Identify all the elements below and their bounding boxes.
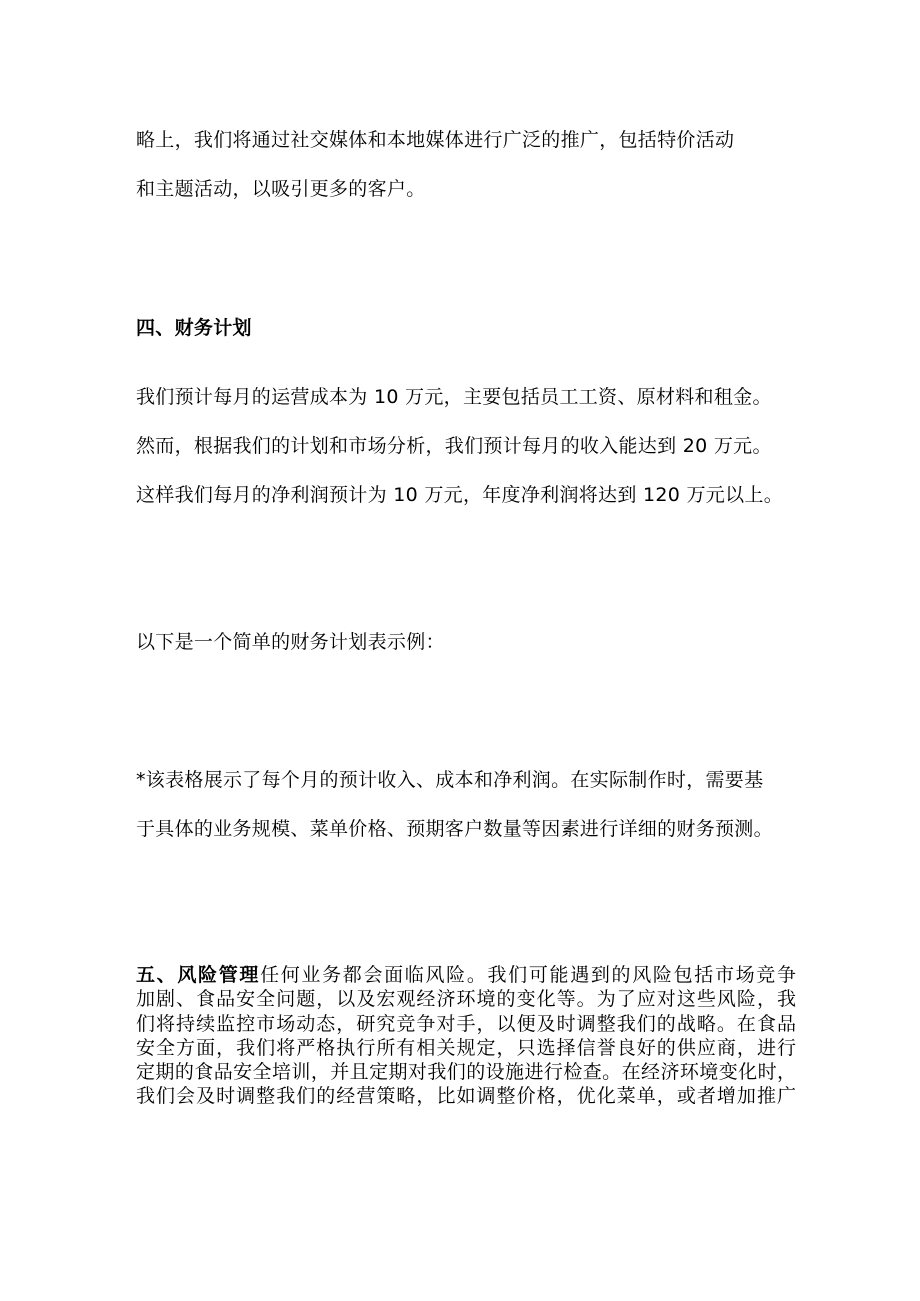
risk-line-4: 安全方面，我们将严格执行所有相关规定，只选择信誉良好的供应商，进行: [136, 1036, 796, 1059]
finance-line-2: 然而，根据我们的计划和市场分析，我们预计每月的收入能达到 20 万元。: [136, 435, 772, 457]
finance-heading: 四、财务计划: [136, 317, 252, 339]
risk-line-6: 我们会及时调整我们的经营策略，比如调整价格，优化菜单，或者增加推广: [136, 1085, 796, 1108]
table-intro: 以下是一个简单的财务计划表示例：: [136, 631, 445, 653]
table-note-line-2: 于具体的业务规模、菜单价格、预期客户数量等因素进行详细的财务预测。: [136, 818, 773, 840]
finance-line-1: 我们预计每月的运营成本为 10 万元，主要包括员工工资、原材料和租金。: [136, 386, 772, 408]
risk-line-5: 定期的食品安全培训，并且定期对我们的设施进行检查。在经济环境变化时，: [136, 1061, 796, 1084]
table-note-line-1: *该表格展示了每个月的预计收入、成本和净利润。在实际制作时，需要基: [136, 769, 764, 791]
risk-line-2: 加剧、食品安全问题，以及宏观经济环境的变化等。为了应对这些风险，我: [136, 988, 796, 1011]
marketing-line-2: 和主题活动，以吸引更多的客户。: [136, 178, 426, 200]
risk-heading: 五、风险管理: [136, 964, 261, 986]
risk-line-1-text: 任何业务都会面临风险。我们可能遇到的风险包括市场竞争: [260, 964, 796, 986]
finance-line-3: 这样我们每月的净利润预计为 10 万元，年度净利润将达到 120 万元以上。: [136, 484, 784, 506]
risk-line-3: 们将持续监控市场动态，研究竞争对手，以便及时调整我们的战略。在食品: [136, 1012, 796, 1035]
risk-line-1: [136, 963, 796, 987]
risk-section: [136, 963, 796, 1109]
marketing-line-1: 略上，我们将通过社交媒体和本地媒体进行广泛的推广，包括特价活动: [136, 129, 735, 151]
